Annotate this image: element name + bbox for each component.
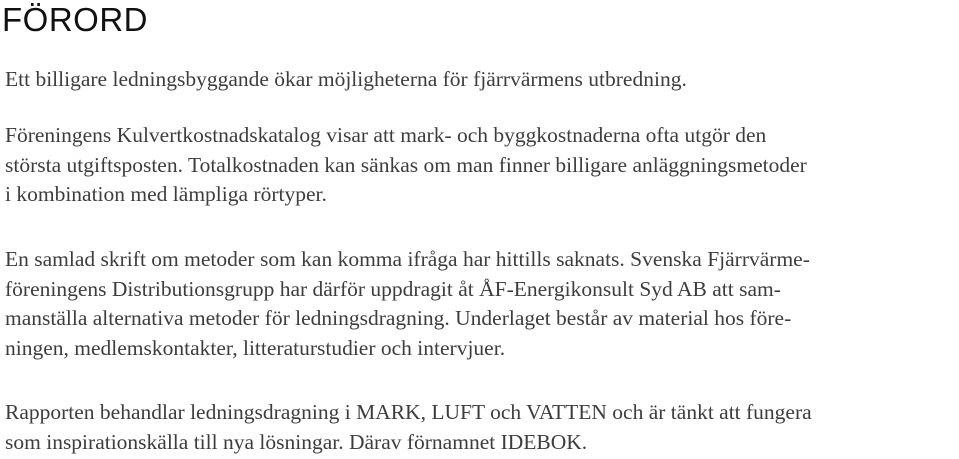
page-title: FÖRORD xyxy=(2,1,148,38)
paragraph-line: Rapporten behandlar ledningsdragning i MARK, LUFT och VATTEN och är tänkt att fungera xyxy=(5,400,812,424)
paragraph-line: största utgiftsposten. Totalkostnaden kan sänkas om man finner billigare anläggningsmetoder xyxy=(5,152,807,177)
paragraph-line: Föreningens Kulvertkostnadskatalog visar att mark- och byggkostnaderna ofta utgör den xyxy=(5,123,767,147)
paragraph-line: ningen, medlemskontakter, litteraturstudier och intervjuer. xyxy=(5,335,506,360)
paragraph-background xyxy=(5,245,955,363)
paragraph-line: Ett billigare ledningsbyggande ökar möjligheterna för fjärrvärmens utbredning. xyxy=(5,67,687,91)
paragraph-line: i kombination med lämpliga rörtyper. xyxy=(5,182,327,206)
paragraph-cost xyxy=(5,121,955,210)
paragraph-line: En samlad skrift om metoder som kan komma ifråga har hittills saknats. Svenska Fjärrvärme- xyxy=(5,247,810,271)
paragraph-report xyxy=(5,398,955,457)
paragraph-line: föreningens Distributionsgrupp har därför uppdragit åt ÅF-Energikonsult Syd AB att sam- xyxy=(5,276,781,301)
paragraph-line: manställa alternativa metoder för ledningsdragning. Underlaget består av material hos före- xyxy=(5,306,792,330)
paragraph-line: som inspirationskälla till nya lösningar. Därav förnamnet IDEBOK. xyxy=(5,429,588,454)
paragraph-intro xyxy=(5,65,955,95)
